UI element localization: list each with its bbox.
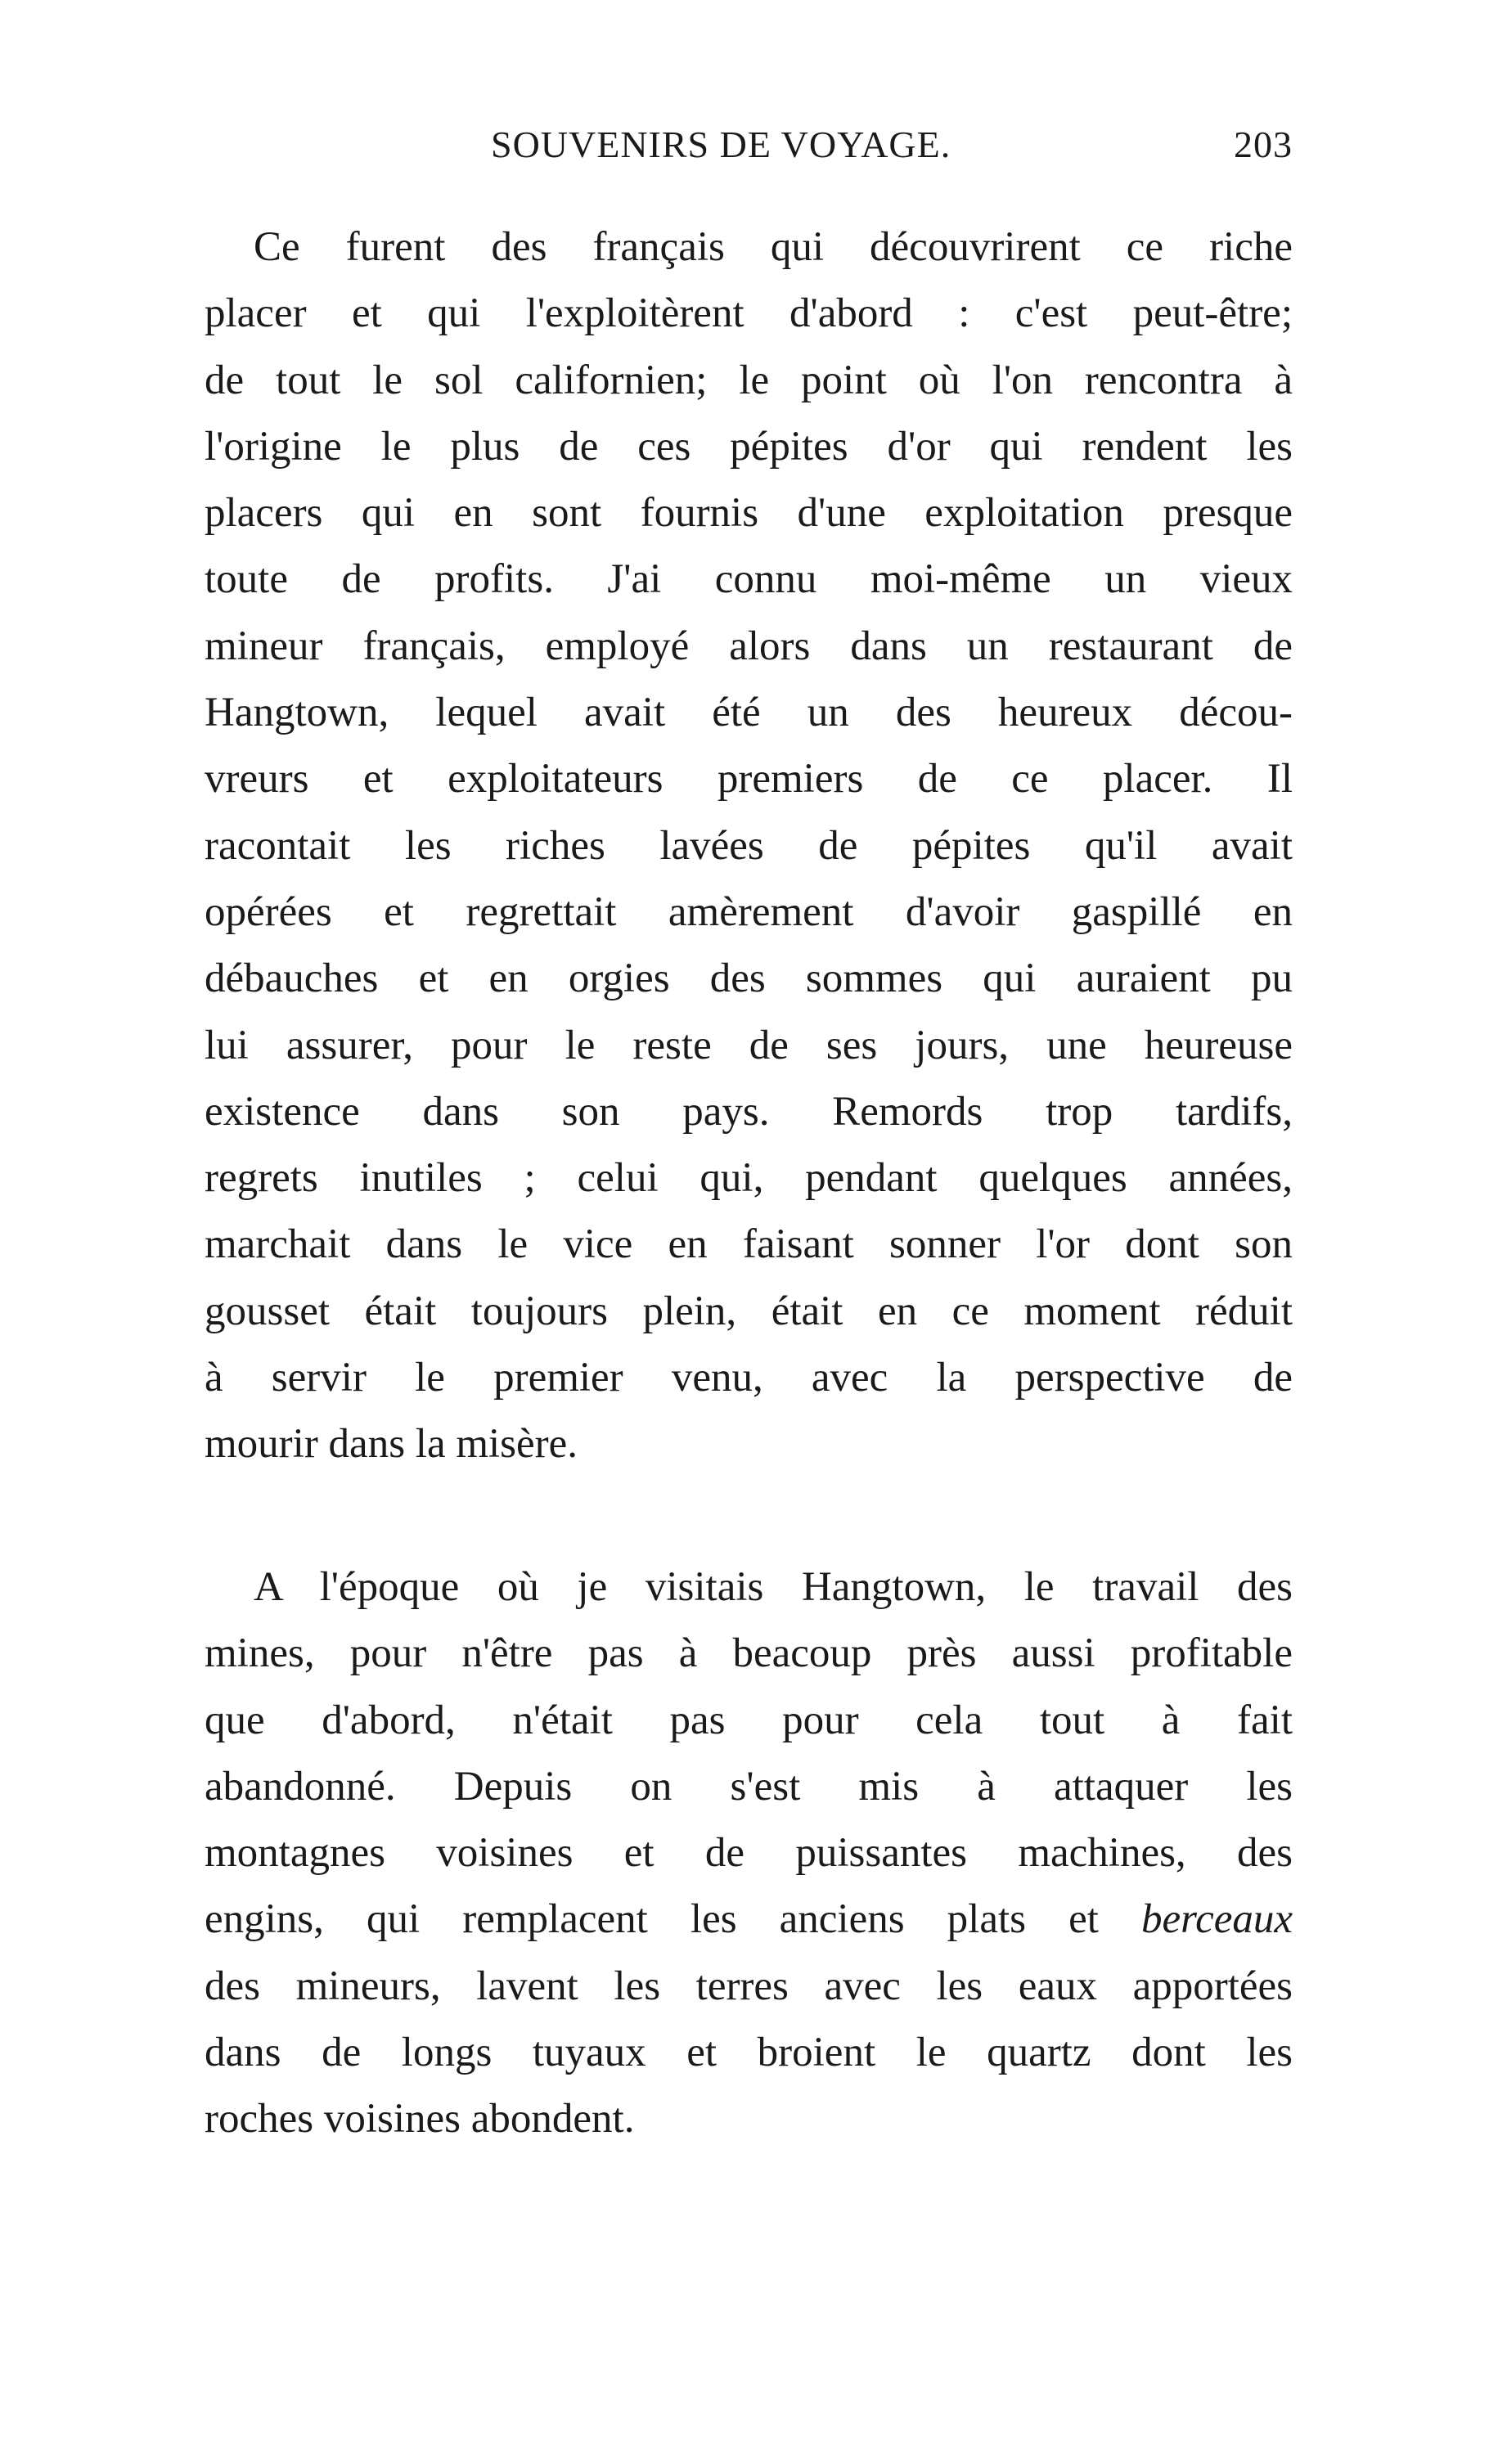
text-line: placer et qui l'exploitèrent d'abord : c'est peut-être; [205, 290, 1293, 337]
paragraph-2 [205, 1554, 1293, 2153]
text-line: A l'époque où je visitais Hangtown, le travail des [254, 1564, 1293, 1610]
text-line: vreurs et exploitateurs premiers de ce placer. Il [205, 756, 1293, 803]
text-line: que d'abord, n'était pas pour cela tout à fait [205, 1697, 1293, 1743]
text-line: mineur français, employé alors dans un restaurant de [205, 623, 1293, 669]
text-line: regrets inutiles ; celui qui, pendant quelques années, [205, 1155, 1293, 1202]
text-line: débauches et en orgies des sommes qui auraient pu [205, 955, 1293, 1002]
text-line: roches voisines abondent. [205, 2096, 635, 2143]
paragraph-1 [205, 214, 1293, 1478]
text-line: l'origine le plus de ces pépites d'or qui rendent les [205, 423, 1293, 470]
text-line: marchait dans le vice en faisant sonner l'or dont son [205, 1221, 1293, 1268]
text-line: de tout le sol californien; le point où l'on rencontra à [205, 357, 1293, 403]
text-line: à servir le premier venu, avec la perspective de [205, 1355, 1293, 1401]
italic-term: berceaux [1141, 1896, 1293, 1943]
text-line: des mineurs, lavent les terres avec les eaux apportées [205, 1963, 1293, 2009]
text-line: placers qui en sont fournis d'une exploitation presque [205, 490, 1293, 537]
page-number: 203 [1234, 124, 1293, 165]
text-line: racontait les riches lavées de pépites qu'il avait [205, 822, 1293, 869]
text-line [205, 1886, 1293, 1953]
text-line: existence dans son pays. Remords trop tardifs, [205, 1088, 1293, 1135]
text-line: montagnes voisines et de puissantes machines, des [205, 1830, 1293, 1877]
text-line: opérées et regrettait amèrement d'avoir gaspillé en [205, 888, 1293, 935]
text-line: Ce furent des français qui découvrirent ce riche [254, 224, 1293, 270]
text-line: abandonné. Depuis on s'est mis à attaquer les [205, 1763, 1293, 1810]
text-line: toute de profits. J'ai connu moi-même un vieux [205, 556, 1293, 603]
text-line: lui assurer, pour le reste de ses jours, une heureuse [205, 1022, 1293, 1068]
text-line: Hangtown, lequel avait été un des heureux décou- [205, 690, 1293, 736]
text-line: mines, pour n'être pas à beacoup près aussi profitable [205, 1630, 1293, 1677]
running-title: SOUVENIRS DE VOYAGE. [491, 124, 951, 165]
text-fragment: engins, qui remplacent les anciens plats et [205, 1896, 1141, 1943]
text-line: dans de longs tuyaux et broient le quartz dont les [205, 2030, 1293, 2076]
running-head [213, 123, 1293, 172]
text-line: mourir dans la misère. [205, 1421, 578, 1468]
text-line: gousset était toujours plein, était en ce moment réduit [205, 1288, 1293, 1334]
